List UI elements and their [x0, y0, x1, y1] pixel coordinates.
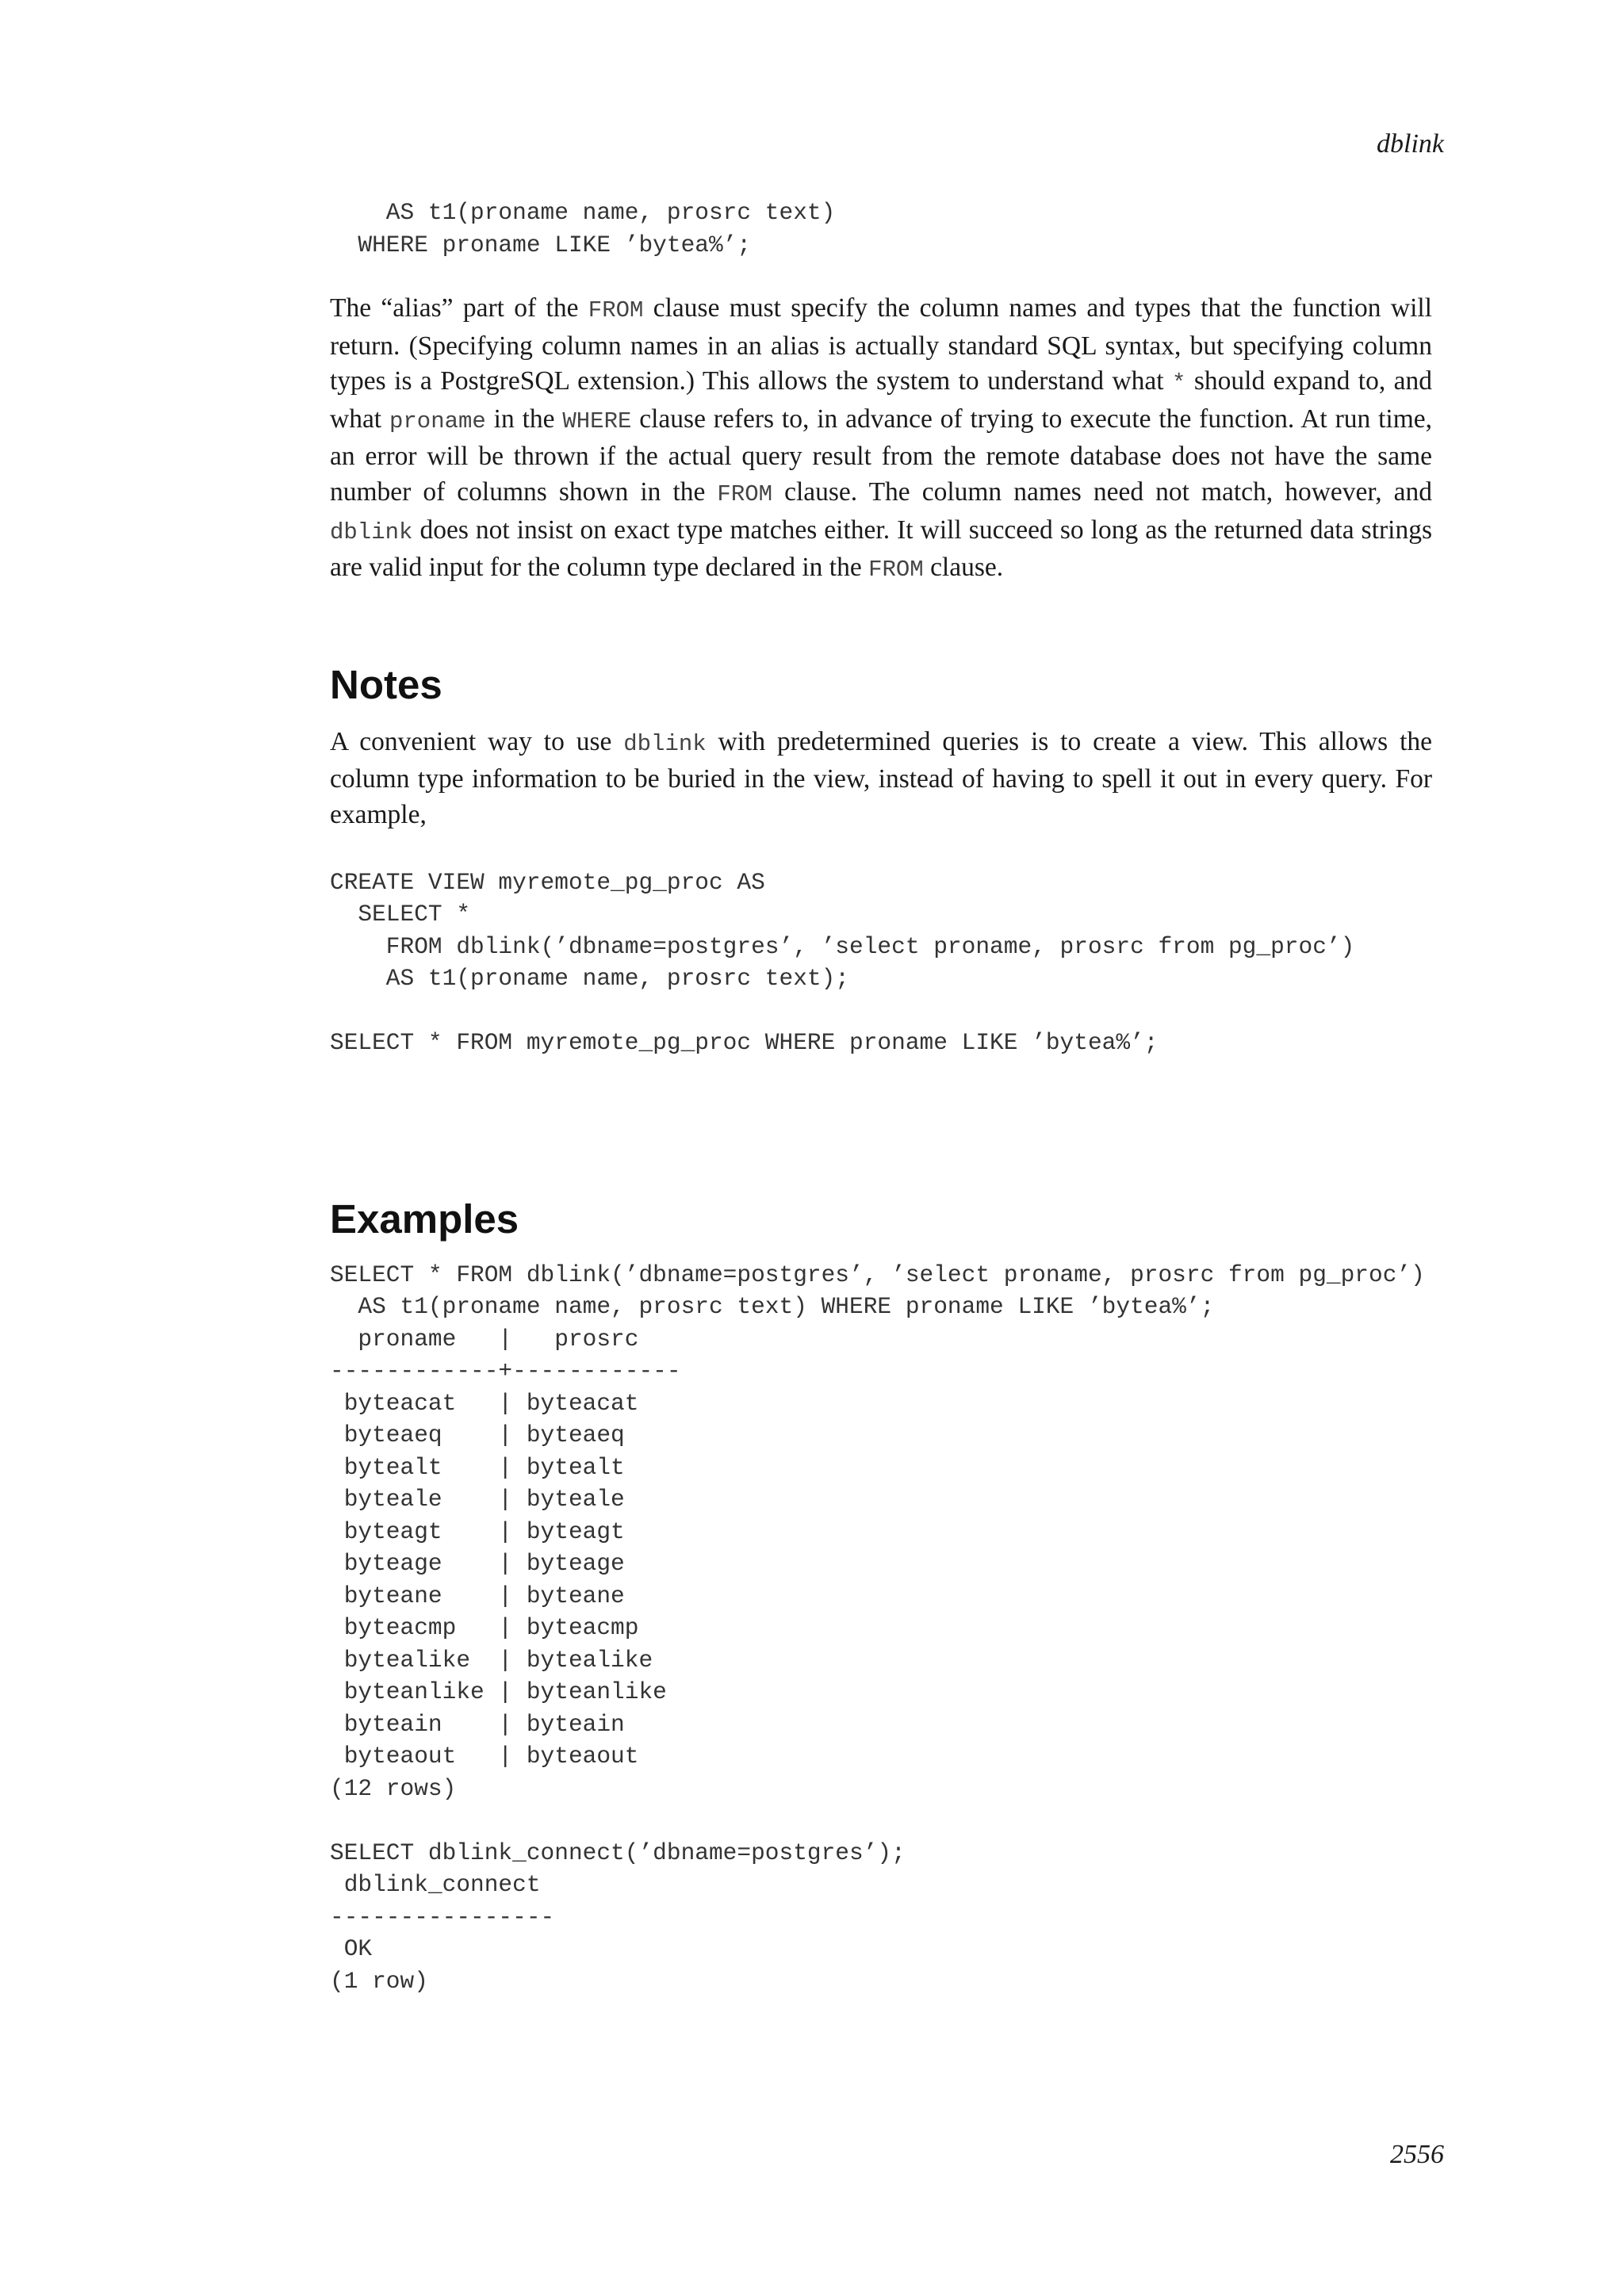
alias-text-4: in the [485, 404, 563, 434]
inline-code-from-2: FROM [717, 480, 773, 507]
inline-code-proname: proname [389, 408, 486, 434]
page-content [330, 197, 1432, 1997]
alias-paragraph [330, 291, 1432, 588]
running-header: dblink [1377, 129, 1444, 159]
alias-text-7: does not insist on exact type matches either. It will succeed so long as the returned data strings are valid input for the column type declared in the [330, 515, 1432, 583]
inline-code-from-3: FROM [868, 557, 924, 584]
alias-text-1: The “alias” part of the [330, 293, 588, 323]
alias-text-8: clause. [923, 553, 1004, 583]
inline-code-dblink: dblink [330, 519, 413, 545]
inline-code-where: WHERE [562, 408, 632, 434]
alias-text-3: should expand to, and what [330, 366, 1432, 434]
inline-code-star: * [1172, 370, 1186, 397]
notes-text-1: A convenient way to use [330, 726, 624, 756]
continued-code-block: AS t1(proname name, prosrc text) WHERE proname LIKE ’bytea%’; [358, 199, 836, 258]
alias-text-2: clause must specify the column names and types that the function will return. (Specifying column names in an alias is actually standard SQL syntax, but specifying column types is a PostgreSQL extension.) This allows the system to understand what [330, 293, 1432, 396]
alias-text-5: clause refers to, in advance of trying to execute the function. At run time, an error will be thrown if the actual query result from the remote database does not have the same number of columns shown in the [330, 404, 1432, 507]
page-number: 2556 [1390, 2140, 1444, 2169]
inline-code-dblink-notes: dblink [623, 730, 707, 757]
notes-heading: Notes [330, 661, 442, 707]
notes-code-block: CREATE VIEW myremote_pg_proc AS SELECT * FROM dblink(’dbname=postgres’, ’select proname, prosrc from pg_proc’) AS t1(proname name, prosrc text); SELECT * FROM myremote_pg_proc WHERE proname LIKE ’bytea%’; [330, 868, 1355, 1057]
examples-code-block: SELECT * FROM dblink(’dbname=postgres’, ’select proname, prosrc from pg_proc’) AS t1(proname name, prosrc text) WHERE proname LIKE ’bytea%’; proname | prosrc ------------+------------ byteacat | byteacat byteaeq | byteaeq bytealt | bytealt byteale | byteale byteagt | byteagt byteage | byteage byteane | byteane byteacmp | byteacmp bytealike | bytealike byteanlike | byteanlike byteain | byteain byteaout | byteaout (12 rows) SELECT dblink_connect(’dbname=postgres’); dblink_connect ---------------- OK (1 row) [330, 1261, 1425, 1995]
notes-paragraph [330, 725, 1432, 833]
alias-text-6: clause. The column names need not match, however, and [772, 476, 1432, 507]
inline-code-from-1: FROM [588, 297, 644, 323]
notes-text-2: with predetermined queries is to create a view. This allows the column type information to be buried in the view, instead of having to spell it out in every query. For example, [330, 726, 1432, 829]
examples-heading: Examples [330, 1196, 519, 1242]
